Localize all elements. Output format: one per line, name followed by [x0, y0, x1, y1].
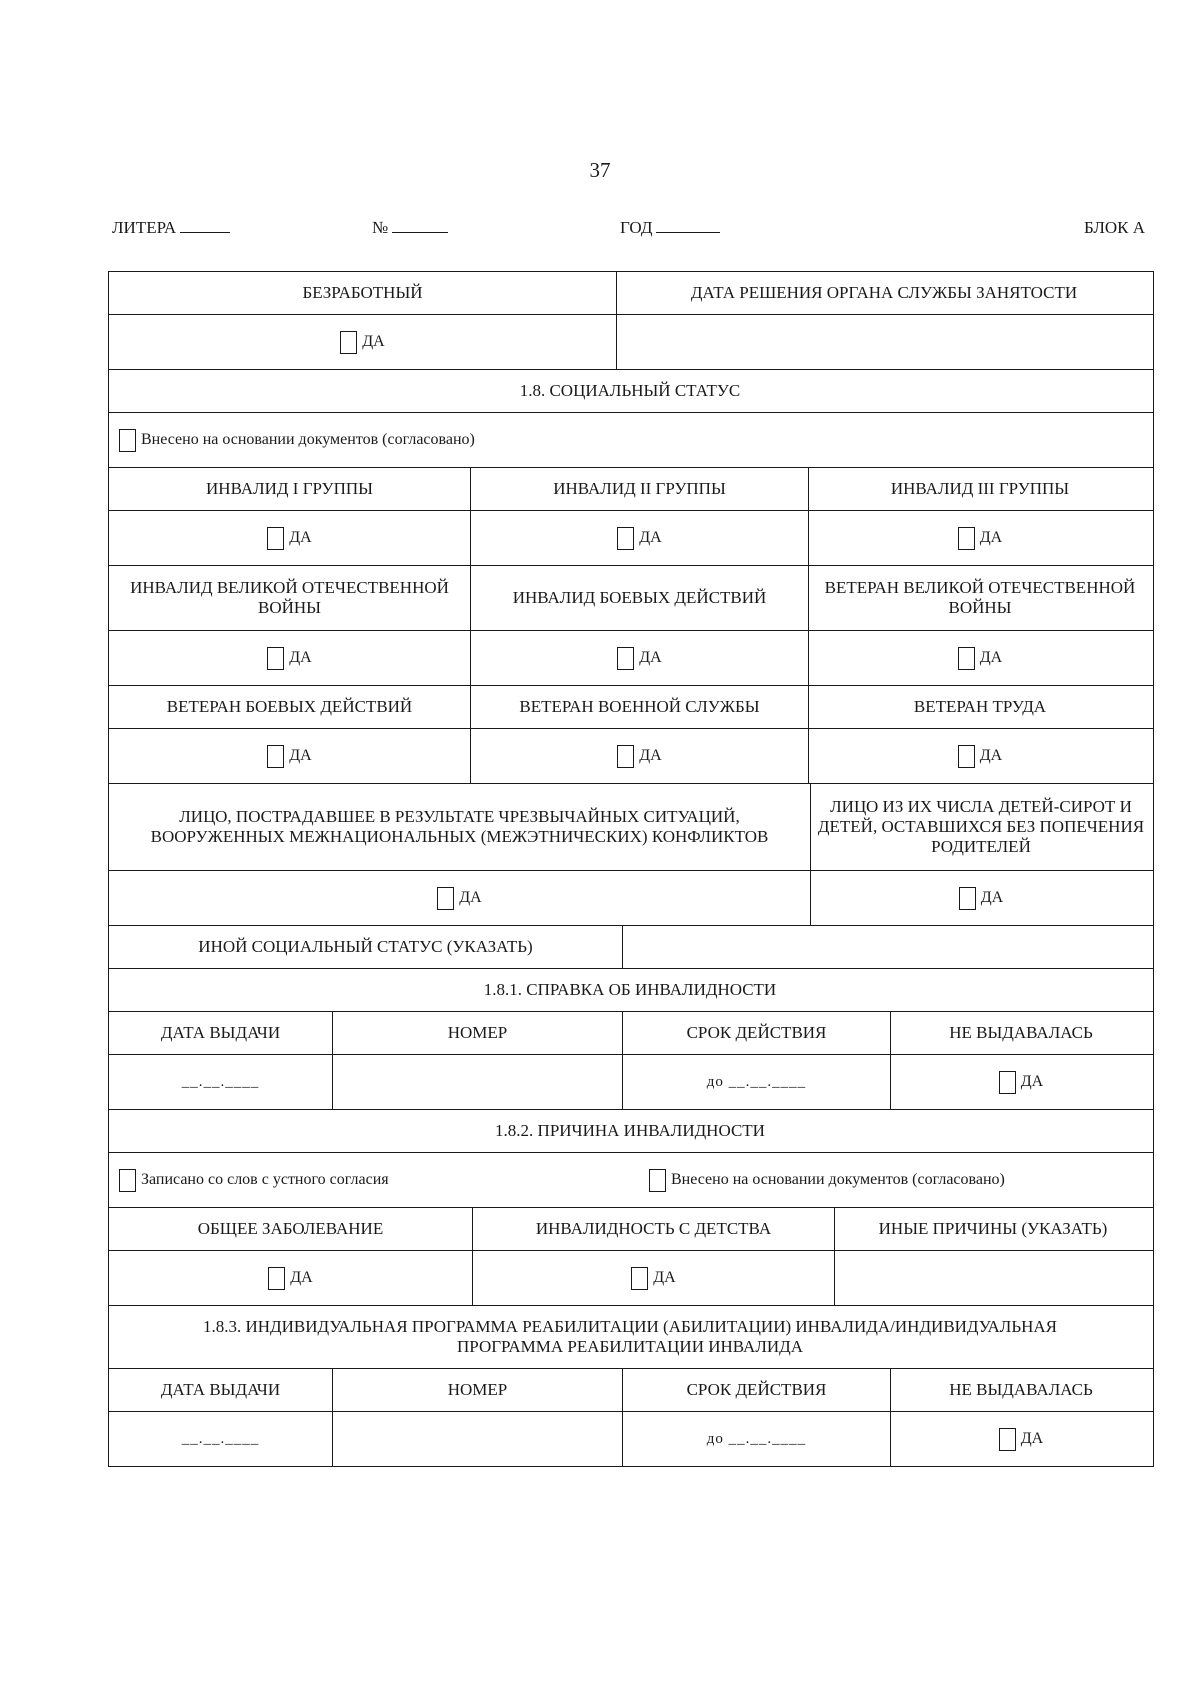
- disabled-group-1-checkbox[interactable]: [267, 527, 284, 550]
- other-status-input[interactable]: [623, 926, 1151, 968]
- emergency-checkbox[interactable]: [437, 887, 454, 910]
- disability-groups-values: [109, 511, 1153, 566]
- da-label: ДА: [459, 889, 482, 906]
- program-values-row: [109, 1412, 1153, 1466]
- combat-disabled-label: ИНВАЛИД БОЕВЫХ ДЕЙСТВИЙ: [471, 566, 809, 630]
- certificate-title: 1.8.1. СПРАВКА ОБ ИНВАЛИДНОСТИ: [483, 980, 777, 999]
- program-validity-input[interactable]: до __.__.____: [623, 1412, 891, 1466]
- unemployed-label: БЕЗРАБОТНЫЙ: [109, 272, 617, 314]
- certificate-not-issued-label: НЕ ВЫДАВАЛАСЬ: [949, 1023, 1093, 1042]
- number-label: №: [372, 218, 389, 237]
- certificate-issue-date-label: ДАТА ВЫДАЧИ: [109, 1012, 333, 1054]
- program-number-label: НОМЕР: [333, 1369, 623, 1411]
- cause-source-row: [109, 1153, 1153, 1208]
- cause-header-row: [109, 1208, 1153, 1251]
- childhood-disability-checkbox[interactable]: [631, 1267, 648, 1290]
- cause-documents-checkbox[interactable]: [649, 1169, 666, 1192]
- emergency-row: [109, 784, 1153, 871]
- program-issue-date-input[interactable]: __.__.____: [109, 1412, 333, 1466]
- disabled-group-3-label: ИНВАЛИД III ГРУППЫ: [890, 479, 1070, 498]
- program-not-issued-checkbox[interactable]: [999, 1428, 1016, 1451]
- other-status-label: ИНОЙ СОЦИАЛЬНЫЙ СТАТУС (УКАЗАТЬ): [109, 926, 623, 968]
- da-label: ДА: [1020, 1430, 1044, 1447]
- litera-input[interactable]: [180, 218, 230, 233]
- military-veteran-label: ВЕТЕРАН ВОЕННОЙ СЛУЖБЫ: [471, 686, 809, 728]
- disabled-group-2-checkbox[interactable]: [617, 527, 634, 550]
- other-causes-label: ИНЫЕ ПРИЧИНЫ (УКАЗАТЬ): [878, 1219, 1108, 1238]
- military-veteran-checkbox[interactable]: [617, 745, 634, 768]
- da-label: ДА: [639, 649, 662, 666]
- verbal-consent-label: Записано со слов с устного согласия: [141, 1171, 389, 1188]
- cause-values-row: [109, 1251, 1153, 1306]
- certificate-not-issued-checkbox[interactable]: [999, 1071, 1016, 1094]
- wwii-disabled-checkbox[interactable]: [267, 647, 284, 670]
- combat-veteran-label: ВЕТЕРАН БОЕВЫХ ДЕЙСТВИЙ: [109, 686, 471, 728]
- unemployed-checkbox-cell: [109, 315, 617, 369]
- certificate-number-label: НОМЕР: [333, 1012, 623, 1054]
- childhood-disability-label: ИНВАЛИДНОСТЬ С ДЕТСТВА: [473, 1208, 835, 1250]
- number-input[interactable]: [392, 218, 448, 233]
- year-label: ГОД: [620, 218, 653, 237]
- certificate-issue-date-input[interactable]: __.__.____: [109, 1055, 333, 1109]
- certificate-values-row: [109, 1055, 1153, 1110]
- unemployed-checkbox[interactable]: [340, 331, 357, 354]
- documents-checkbox[interactable]: [119, 429, 136, 452]
- documents-label: Внесено на основании документов (согласовано): [141, 431, 475, 448]
- social-status-title: 1.8. СОЦИАЛЬНЫЙ СТАТУС: [519, 381, 741, 400]
- certificate-validity-input[interactable]: до __.__.____: [623, 1055, 891, 1109]
- veterans-values: [109, 729, 1153, 784]
- year-field: [620, 218, 720, 238]
- program-validity-label: СРОК ДЕЙСТВИЯ: [623, 1369, 891, 1411]
- other-status-row: [109, 926, 1153, 969]
- social-status-form: [108, 271, 1154, 1467]
- program-title-row: [109, 1306, 1153, 1369]
- documents-row: [109, 413, 1153, 468]
- program-header-row: [109, 1369, 1153, 1412]
- program-not-issued-label: НЕ ВЫДАВАЛАСЬ: [949, 1380, 1093, 1399]
- orphans-checkbox[interactable]: [959, 887, 976, 910]
- litera-label: ЛИТЕРА: [112, 218, 177, 237]
- da-label: ДА: [290, 1269, 313, 1286]
- program-number-input[interactable]: [333, 1412, 623, 1466]
- emergency-values: [109, 871, 1153, 926]
- labor-veteran-checkbox[interactable]: [958, 745, 975, 768]
- block-label: БЛОК А: [1083, 218, 1145, 237]
- disabled-group-3-checkbox[interactable]: [958, 527, 975, 550]
- other-causes-input[interactable]: [835, 1251, 1151, 1305]
- employment-date-input[interactable]: [617, 315, 1151, 369]
- unemployed-header-row: [109, 272, 1153, 315]
- certificate-title-row: [109, 969, 1153, 1012]
- da-label: ДА: [289, 529, 312, 546]
- year-input[interactable]: [656, 218, 720, 233]
- war-disability-row: [109, 566, 1153, 631]
- wwii-veteran-label: ВЕТЕРАН ВЕЛИКОЙ ОТЕЧЕСТВЕННОЙ ВОЙНЫ: [824, 578, 1136, 617]
- combat-disabled-checkbox[interactable]: [617, 647, 634, 670]
- disability-groups-row: [109, 468, 1153, 511]
- wwii-disabled-label: ИНВАЛИД ВЕЛИКОЙ ОТЕЧЕСТВЕННОЙ ВОЙНЫ: [109, 566, 471, 630]
- documents-cell: [109, 413, 1151, 467]
- certificate-header-row: [109, 1012, 1153, 1055]
- da-label: ДА: [979, 649, 1003, 666]
- social-status-title-row: [109, 370, 1153, 413]
- number-field: [372, 218, 448, 238]
- litera-field: [112, 218, 230, 238]
- employment-date-label: ДАТА РЕШЕНИЯ ОРГАНА СЛУЖБЫ ЗАНЯТОСТИ: [690, 283, 1078, 302]
- da-label: ДА: [979, 529, 1003, 546]
- da-label: ДА: [289, 649, 312, 666]
- program-title: 1.8.3. ИНДИВИДУАЛЬНАЯ ПРОГРАММА РЕАБИЛИТАЦИИ (АБИЛИТАЦИИ) ИНВАЛИДА/ИНДИВИДУАЛЬНАЯ ПРОГРАММА РЕАБИЛИТАЦИИ ИНВАЛИДА: [202, 1317, 1057, 1356]
- da-label: ДА: [979, 747, 1003, 764]
- orphans-label: ЛИЦО ИЗ ИХ ЧИСЛА ДЕТЕЙ-СИРОТ И ДЕТЕЙ, ОСТАВШИХСЯ БЕЗ ПОПЕЧЕНИЯ РОДИТЕЛЕЙ: [817, 797, 1145, 856]
- certificate-validity-label: СРОК ДЕЙСТВИЯ: [623, 1012, 891, 1054]
- general-disease-label: ОБЩЕЕ ЗАБОЛЕВАНИЕ: [109, 1208, 473, 1250]
- cause-title: 1.8.2. ПРИЧИНА ИНВАЛИДНОСТИ: [495, 1121, 765, 1140]
- da-label: ДА: [639, 529, 662, 546]
- emergency-label: ЛИЦО, ПОСТРАДАВШЕЕ В РЕЗУЛЬТАТЕ ЧРЕЗВЫЧАЙНЫХ СИТУАЦИЙ, ВООРУЖЕННЫХ МЕЖНАЦИОНАЛЬНЫХ (МЕЖЭТНИЧЕСКИХ) КОНФЛИКТОВ: [109, 784, 811, 870]
- program-issue-date-label: ДАТА ВЫДАЧИ: [109, 1369, 333, 1411]
- general-disease-checkbox[interactable]: [268, 1267, 285, 1290]
- wwii-veteran-checkbox[interactable]: [958, 647, 975, 670]
- da-label: ДА: [1020, 1073, 1044, 1090]
- da-label: ДА: [639, 747, 662, 764]
- labor-veteran-label: ВЕТЕРАН ТРУДА: [913, 697, 1047, 716]
- da-label: ДА: [653, 1269, 676, 1286]
- certificate-number-input[interactable]: [333, 1055, 623, 1109]
- form-header: [112, 218, 1145, 244]
- disabled-group-2-label: ИНВАЛИД II ГРУППЫ: [471, 468, 809, 510]
- disabled-group-1-label: ИНВАЛИД I ГРУППЫ: [109, 468, 471, 510]
- cause-documents-label: Внесено на основании документов (согласовано): [671, 1171, 1005, 1188]
- page-number: 37: [589, 158, 611, 182]
- war-disability-values: [109, 631, 1153, 686]
- unemployed-value-row: [109, 315, 1153, 370]
- verbal-consent-checkbox[interactable]: [119, 1169, 136, 1192]
- da-label: ДА: [980, 889, 1004, 906]
- veterans-row: [109, 686, 1153, 729]
- combat-veteran-checkbox[interactable]: [267, 745, 284, 768]
- da-label: ДА: [362, 333, 385, 350]
- da-label: ДА: [289, 747, 312, 764]
- cause-title-row: [109, 1110, 1153, 1153]
